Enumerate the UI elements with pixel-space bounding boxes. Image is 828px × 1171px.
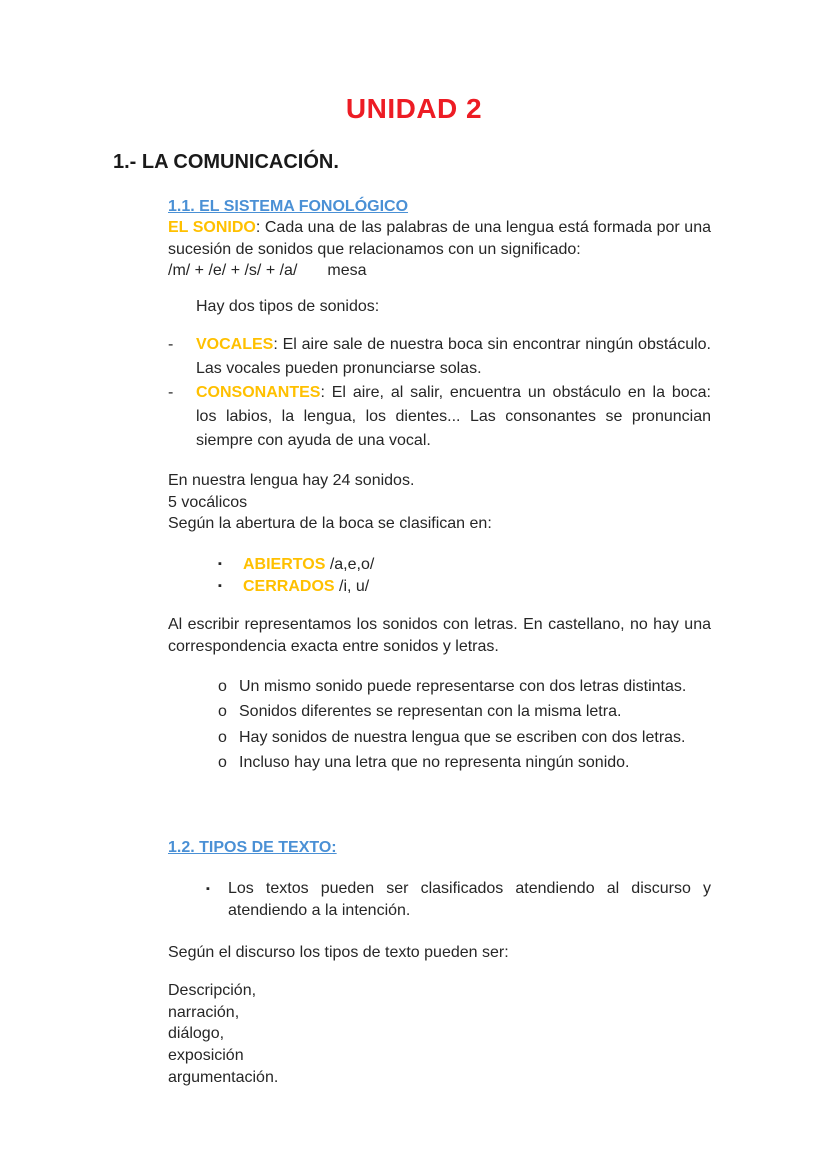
phoneme-formula: /m/ + /e/ + /s/ + /a/ [168, 261, 298, 279]
classification-text: Los textos pueden ser clasificados atendiendo al discurso y atendiendo a la intención. [228, 880, 711, 920]
list-item-cerrados [168, 576, 711, 598]
discourse-intro-line: Según el discurso los tipos de texto pueden ser: [168, 944, 509, 962]
cerrados-value: /i, u/ [334, 577, 370, 595]
discourse-type: argumentación. [168, 1068, 279, 1086]
discourse-type: Descripción, [168, 981, 257, 999]
phoneme-word: mesa [327, 261, 367, 279]
abiertos-term: ABIERTOS [243, 556, 326, 574]
circle-bullet: o [218, 677, 227, 695]
list-item-letters-point [168, 674, 711, 699]
subsection-1-2-heading: 1.2. TIPOS DE TEXTO: [168, 839, 337, 857]
abiertos-text-block [243, 554, 374, 576]
document-body [168, 196, 711, 1089]
vocales-term: VOCALES [196, 336, 274, 354]
subsection-1-1-heading: 1.1. EL SISTEMA FONOLÓGICO [168, 198, 409, 215]
vowel-aperture-list [168, 554, 711, 597]
aperture-line: Según la abertura de la boca se clasifican en: [168, 515, 492, 533]
discourse-types-stack [168, 980, 711, 1089]
letters-points-list [168, 674, 711, 775]
circle-bullet: o [218, 703, 227, 721]
list-item-letters-point [168, 725, 711, 750]
sonido-definition: : Cada una de las palabras de una lengua está formada por una sucesión de sonidos que relacionamos con un significado: [168, 219, 711, 258]
dash-bullet: - [168, 384, 174, 402]
square-bullet: ▪ [218, 579, 222, 592]
letters-intro-paragraph: Al escribir representamos los sonidos con letras. En castellano, no hay una correspondencia exacta entre sonidos y letras. [168, 616, 711, 655]
letters-point-text: Incluso hay una letra que no representa ningún sonido. [239, 753, 630, 771]
letters-point-text: Un mismo sonido puede representarse con dos letras distintas. [239, 677, 687, 695]
cerrados-text-block [243, 576, 369, 598]
section-1-heading: 1.- LA COMUNICACIÓN. [113, 151, 339, 173]
abiertos-value: /a,e,o/ [325, 556, 375, 574]
consonantes-definition: : El aire, al salir, encuentra un obstáculo en la boca: los labios, la lengua, los dientes... Las consonantes se pronuncian siempre con ayuda de una vocal. [196, 384, 711, 450]
square-bullet: ▪ [218, 558, 222, 571]
document-title: UNIDAD 2 [345, 93, 483, 124]
sonido-paragraph [168, 217, 711, 260]
consonantes-text-block [196, 381, 711, 453]
square-bullet: ▪ [206, 883, 210, 896]
sound-types-list [168, 333, 711, 453]
letters-point-text: Sonidos diferentes se representan con la misma letra. [239, 703, 622, 721]
list-item-abiertos [168, 554, 711, 576]
circle-bullet: o [218, 753, 227, 771]
list-item-letters-point [168, 750, 711, 775]
cerrados-term: CERRADOS [243, 577, 335, 595]
vocales-definition: : El aire sale de nuestra boca sin encontrar ningún obstáculo. Las vocales pueden pronunciarse solas. [196, 336, 711, 378]
circle-bullet: o [218, 728, 227, 746]
sounds-count-line: En nuestra lengua hay 24 sonidos. [168, 472, 415, 490]
consonantes-term: CONSONANTES [196, 384, 321, 402]
vowels-count-line: 5 vocálicos [168, 493, 248, 511]
sonido-term: EL SONIDO [168, 219, 256, 237]
sound-types-intro: Hay dos tipos de sonidos: [196, 298, 380, 316]
text-classification-list [168, 878, 711, 922]
list-item-vocales [168, 333, 711, 381]
letters-point-text: Hay sonidos de nuestra lengua que se escriben con dos letras. [239, 728, 686, 746]
dash-bullet: - [168, 336, 174, 354]
list-item-letters-point [168, 699, 711, 724]
discourse-type: exposición [168, 1047, 244, 1065]
phoneme-line [168, 260, 711, 281]
list-item-classification [168, 878, 711, 922]
list-item-consonantes [168, 381, 711, 453]
vocales-text-block [196, 333, 711, 381]
discourse-type: narración, [168, 1003, 240, 1021]
discourse-type: diálogo, [168, 1025, 225, 1043]
